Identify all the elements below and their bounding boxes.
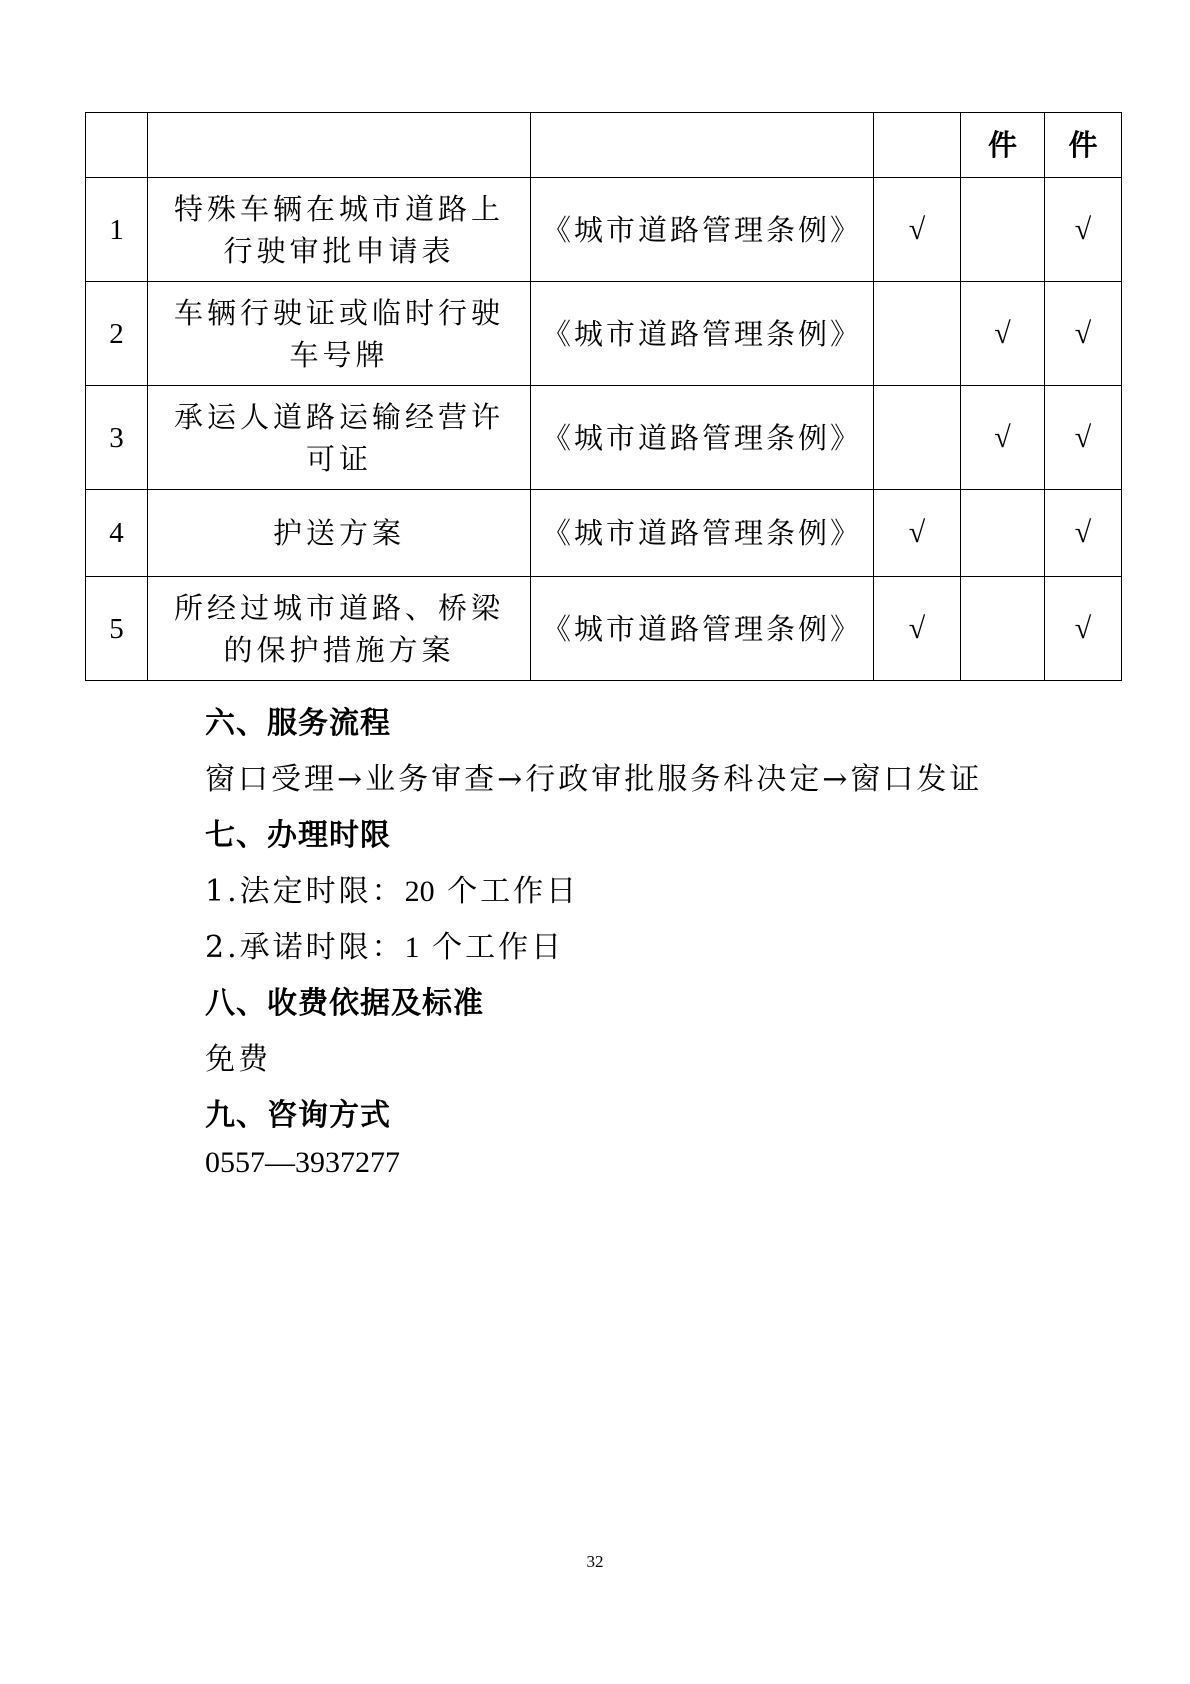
check-paper: √ (1045, 490, 1122, 577)
material-name: 护送方案 (148, 490, 531, 577)
legal-basis: 《城市道路管理条例》 (531, 490, 874, 577)
check-original: √ (874, 178, 961, 282)
header-cell-copy: 件 (961, 113, 1045, 178)
material-name: 车辆行驶证或临时行驶车号牌 (148, 282, 531, 386)
promise-time-unit: 个工作日 (432, 930, 565, 965)
table-row (86, 282, 1122, 386)
promise-time-value: 1 (404, 931, 420, 964)
row-number: 2 (86, 282, 148, 386)
row-number: 5 (86, 577, 148, 681)
legal-basis: 《城市道路管理条例》 (531, 577, 874, 681)
table-row (86, 490, 1122, 577)
table-row (86, 178, 1122, 282)
material-name: 所经过城市道路、桥梁的保护措施方案 (148, 577, 531, 681)
check-original: √ (874, 577, 961, 681)
row-number: 1 (86, 178, 148, 282)
legal-time-unit: 个工作日 (447, 874, 580, 909)
table-row (86, 577, 1122, 681)
check-copy (961, 178, 1045, 282)
check-copy: √ (961, 282, 1045, 386)
material-name: 特殊车辆在城市道路上行驶审批申请表 (148, 178, 531, 282)
header-cell-no (86, 113, 148, 178)
header-cell-basis (531, 113, 874, 178)
header-cell-original (874, 113, 961, 178)
material-name: 承运人道路运输经营许可证 (148, 386, 531, 490)
legal-time-limit (205, 866, 1145, 910)
promise-time-limit (205, 922, 1145, 966)
header-cell-paper: 件 (1045, 113, 1122, 178)
legal-time-label: 1.法定时限： (205, 874, 405, 909)
check-original: √ (874, 490, 961, 577)
legal-basis: 《城市道路管理条例》 (531, 178, 874, 282)
page-number: 32 (586, 1552, 604, 1571)
check-paper: √ (1045, 178, 1122, 282)
process-heading: 六、服务流程 (205, 706, 391, 741)
fee-content: 免费 (205, 1042, 271, 1077)
row-number: 4 (86, 490, 148, 577)
legal-time-value: 20 (404, 875, 435, 908)
process-content: 窗口受理→业务审查→行政审批服务科决定→窗口发证 (205, 762, 983, 797)
check-copy: √ (961, 386, 1045, 490)
legal-basis: 《城市道路管理条例》 (531, 386, 874, 490)
table-header-row (86, 113, 1122, 178)
legal-basis: 《城市道路管理条例》 (531, 282, 874, 386)
check-original (874, 386, 961, 490)
promise-time-label: 2.承诺时限： (205, 930, 405, 965)
row-number: 3 (86, 386, 148, 490)
check-original (874, 282, 961, 386)
check-copy (961, 490, 1045, 577)
time-limit-heading: 七、办理时限 (205, 818, 391, 853)
check-paper: √ (1045, 577, 1122, 681)
materials-table (85, 112, 1122, 681)
check-copy (961, 577, 1045, 681)
contact-heading: 九、咨询方式 (205, 1098, 391, 1133)
check-paper: √ (1045, 386, 1122, 490)
fee-heading: 八、收费依据及标准 (205, 986, 484, 1021)
check-paper: √ (1045, 282, 1122, 386)
header-cell-material (148, 113, 531, 178)
table-row (86, 386, 1122, 490)
contact-phone: 0557—3937277 (205, 1146, 400, 1179)
